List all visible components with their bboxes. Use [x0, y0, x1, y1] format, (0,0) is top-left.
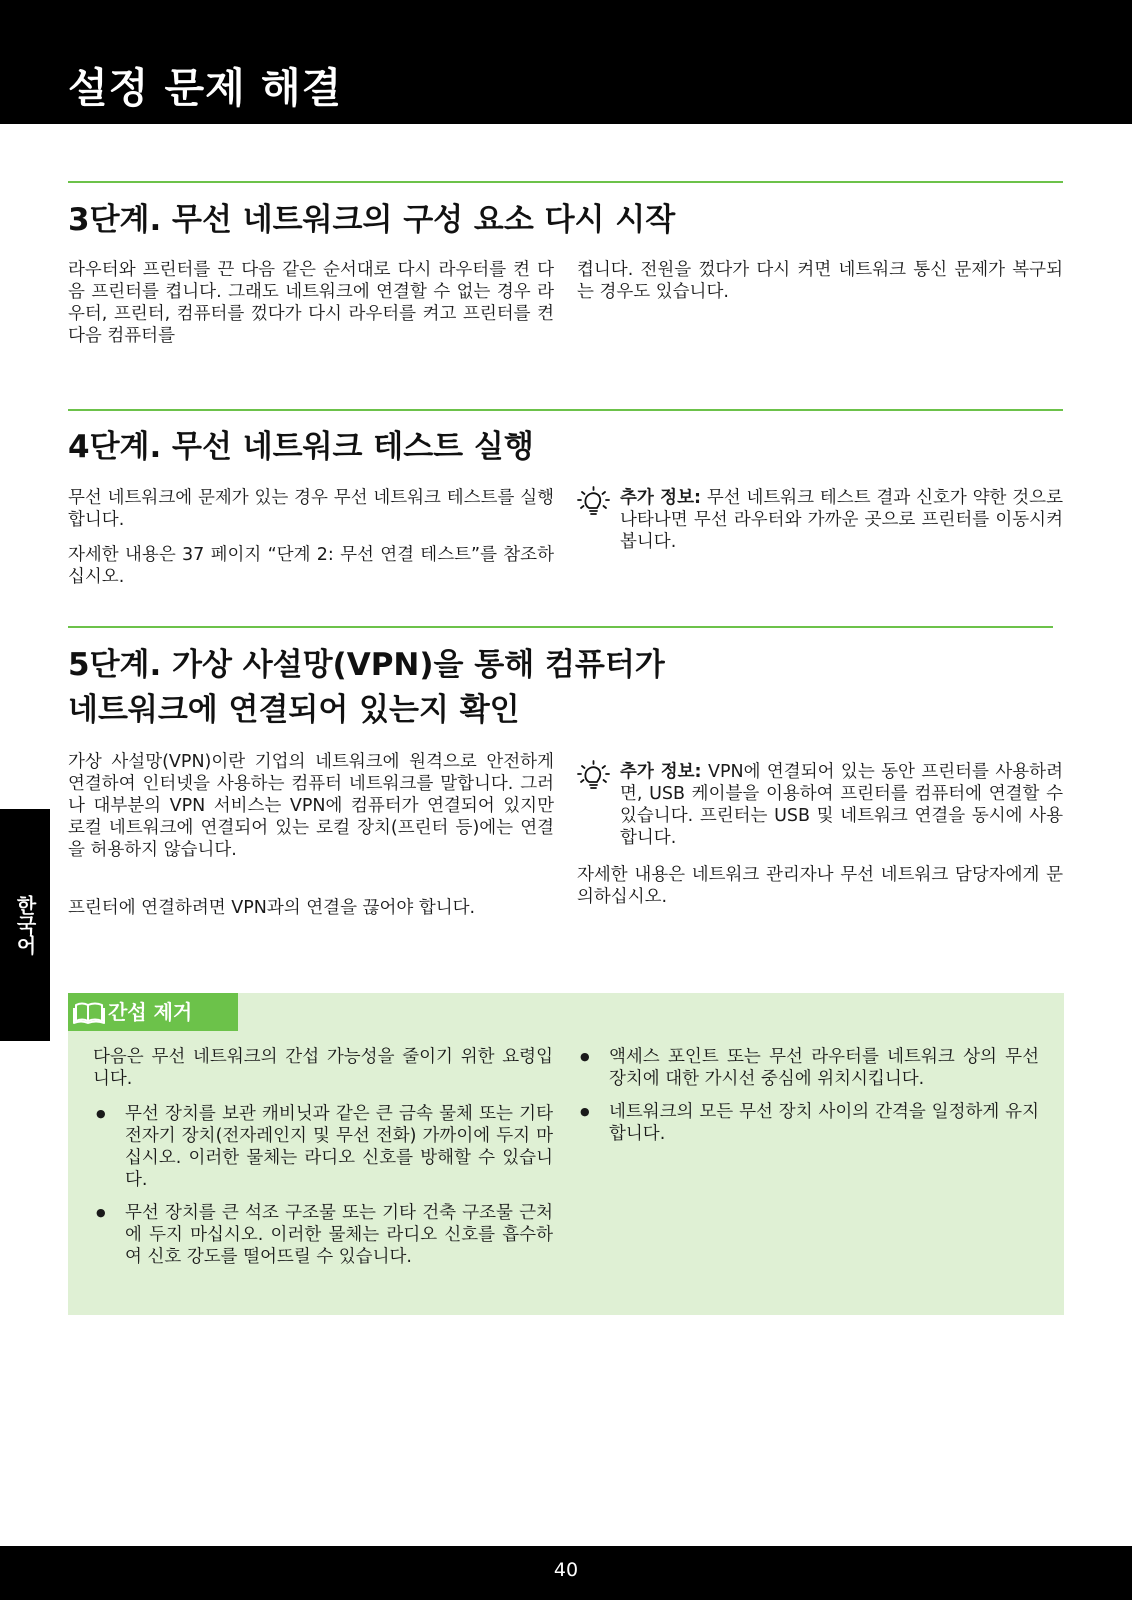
list-item: ● 액세스 포인트 또는 무선 라우터를 네트워크 상의 무선 장치에 대한 가시선 중심에 위치시킵니다.	[577, 1046, 1039, 1090]
book-icon	[73, 1000, 105, 1024]
interference-left-list	[93, 1103, 553, 1279]
section-3-right-text: 켭니다. 전원을 껐다가 다시 켜면 네트워크 통신 문제가 복구되는 경우도 있습니다.	[577, 260, 1063, 302]
lightbulb-icon	[577, 760, 611, 796]
section-5-left-note: 프린터에 연결하려면 VPN과의 연결을 끊어야 합니다.	[68, 898, 476, 918]
list-item: ● 무선 장치를 보관 캐비닛과 같은 큰 금속 물체 또는 기타 전자기 장치(전자레인지 및 무선 전화) 가까이에 두지 마십시오. 이러한 물체는 라디오 신호를 방해할 수 있습니다.	[93, 1103, 553, 1191]
interference-intro: 다음은 무선 네트워크의 간섭 가능성을 줄이기 위한 요령입니다.	[93, 1047, 553, 1089]
section-5-left-text: 가상 사설망(VPN)이란 기업의 네트워크에 원격으로 안전하게 연결하여 인터넷을 사용하는 컴퓨터 네트워크를 말합니다. 그러나 대부분의 VPN 서비스는 VPN에 컴퓨터가 연결되어 있지만 로컬 네트워크에 연결되어 있는 로컬 장치(프린터 등)에는 연결을 허용하지 않습니다.	[68, 752, 554, 860]
section-4-left-text: 무선 네트워크에 문제가 있는 경우 무선 네트워크 테스트를 실행합니다.	[68, 488, 554, 530]
interference-right-list	[577, 1046, 1039, 1156]
language-side-tab-label: 한국어	[13, 895, 37, 955]
tip-label: 추가 정보:	[620, 762, 702, 782]
tip-text: 무선 네트워크 테스트 결과 신호가 약한 것으로 나타나면 무선 라우터와 가까운 곳으로 프린터를 이동시켜 봅니다.	[620, 488, 1063, 552]
list-item: ● 무선 장치를 큰 석조 구조물 또는 기타 건축 구조물 근처에 두지 마십시오. 이러한 물체는 라디오 신호를 흡수하여 신호 강도를 떨어뜨릴 수 있습니다.	[93, 1202, 553, 1268]
list-item: ● 네트워크의 모든 무선 장치 사이의 간격을 일정하게 유지합니다.	[577, 1101, 1039, 1145]
tip-label: 추가 정보:	[620, 488, 701, 508]
lightbulb-icon	[577, 486, 611, 522]
section-4-tip	[620, 487, 1063, 553]
section-divider	[68, 409, 1063, 411]
section-5-right-text: 자세한 내용은 네트워크 관리자나 무선 네트워크 담당자에게 문의하십시오.	[577, 865, 1063, 907]
section-divider	[68, 181, 1063, 183]
section-3-left-text: 라우터와 프린터를 끈 다음 같은 순서대로 다시 라우터를 켠 다음 프린터를 켭니다. 그래도 네트워크에 연결할 수 없는 경우 라우터, 프린터, 컴퓨터를 껐다가 다시 라우터를 켜고 프린터를 켠 다음 컴퓨터를	[68, 260, 554, 346]
section-5-heading-line2: 네트워크에 연결되어 있는지 확인	[68, 692, 520, 728]
section-5-heading-line1: 5단계. 가상 사설망(VPN)을 통해 컴퓨터가	[68, 647, 665, 683]
page-title: 설정 문제 해결	[68, 64, 343, 112]
interference-box-title: 간섭 제거	[108, 1000, 193, 1024]
section-5-tip	[620, 761, 1063, 849]
section-4-left-reference: 자세한 내용은 37 페이지 “단계 2: 무선 연결 테스트”를 참조하십시오.	[68, 545, 554, 587]
section-divider	[68, 626, 1053, 628]
tip-text: VPN에 연결되어 있는 동안 프린터를 사용하려면, USB 케이블을 이용하여 프린터를 컴퓨터에 연결할 수 있습니다. 프린터는 USB 및 네트워크 연결을 동시에 사용합니다.	[620, 762, 1063, 848]
section-4-heading: 4단계. 무선 네트워크 테스트 실행	[68, 429, 534, 465]
section-3-heading: 3단계. 무선 네트워크의 구성 요소 다시 시작	[68, 202, 676, 238]
page-number: 40	[553, 1559, 579, 1581]
